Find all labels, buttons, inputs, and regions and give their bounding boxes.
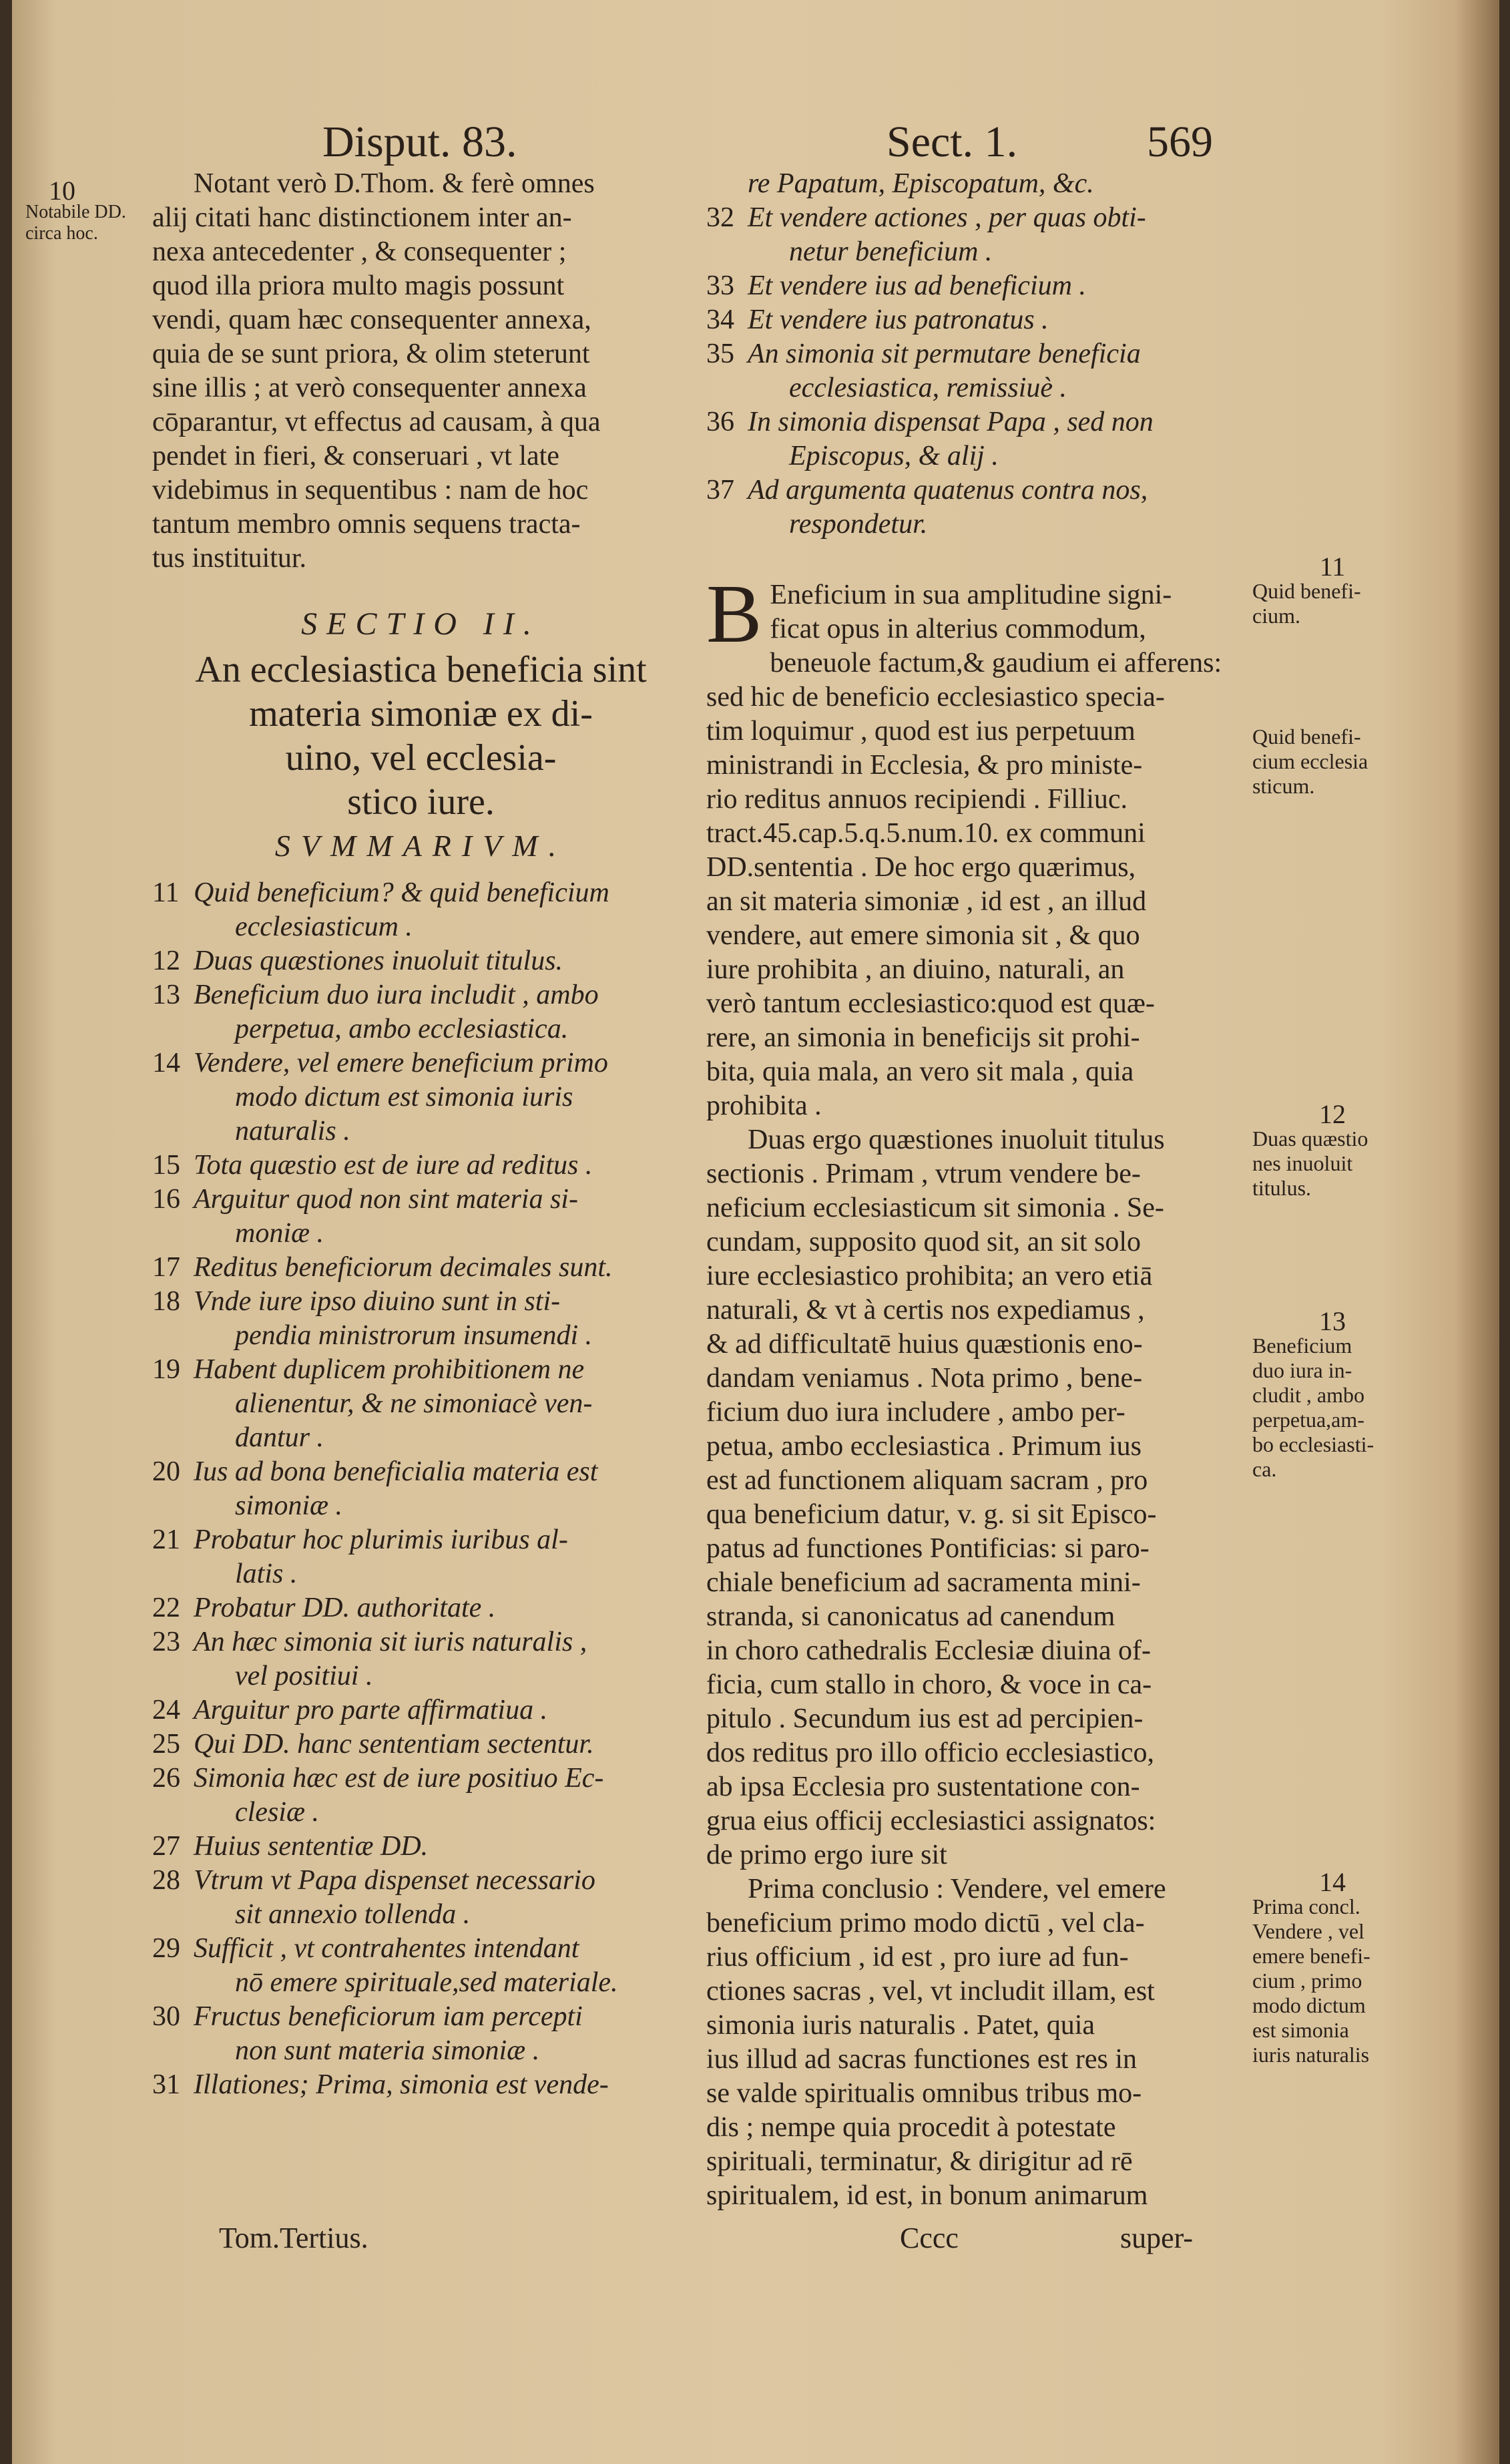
summary-number: 35 [706, 339, 734, 369]
summary-text-continued: ecclesiasticum . [235, 911, 413, 942]
section-heading: SECTIO II. [301, 606, 541, 642]
footer-catchword: super- [1120, 2222, 1194, 2254]
footer-signature: Cccc [900, 2222, 959, 2254]
summary-text: In simonia dispensat Papa , sed non [748, 407, 1154, 437]
summary-entry [152, 876, 690, 910]
summary-text-continued: non sunt materia simoniæ . [235, 2035, 540, 2066]
summary-entry [152, 1727, 690, 1762]
body-line: iure ecclesiastico prohibita; an vero etiā [706, 1261, 1153, 1291]
body-line: tim loquimur , quod est ius perpetuum [706, 716, 1136, 747]
margin-note [1252, 1306, 1413, 1482]
summary-entry [152, 1932, 690, 1966]
margin-note-line: perpetua,am- [1252, 1408, 1364, 1432]
summary-text: Illationes; Prima, simonia est vende- [194, 2069, 609, 2100]
summary-text: Arguitur quod non sint materia si- [194, 1184, 578, 1215]
margin-note-line: Prima concl. [1252, 1894, 1360, 1918]
text-line: vendi, quam hæc consequenter annexa, [152, 304, 591, 335]
margin-note-line: Quid benefi- [1252, 725, 1361, 749]
article-title-line: stico iure. [347, 781, 495, 823]
drop-cap: B [706, 568, 762, 660]
summary-entry [152, 2068, 690, 2102]
body-line: prohibita . [706, 1090, 822, 1121]
body-line: beneficium primo modo dictū , vel cla- [706, 1908, 1145, 1938]
summary-text-continued: dantur . [235, 1422, 324, 1453]
header-section: Sect. 1. [887, 118, 1018, 166]
summary-text: Probatur hoc plurimis iuribus al- [194, 1524, 568, 1555]
body-line: dandam veniamus . Nota primo , bene- [706, 1363, 1143, 1394]
summary-text: re Papatum, Episcopatum, &c. [748, 168, 1094, 199]
summary-entry [706, 201, 1240, 235]
margin-note-line: titulus. [1252, 1176, 1312, 1200]
margin-note-line: emere benefi- [1252, 1944, 1370, 1968]
summary-text: An simonia sit permutare beneficia [748, 339, 1141, 369]
text-line: tus instituitur. [152, 543, 307, 574]
summary-number: 26 [152, 1763, 180, 1794]
summary-number: 11 [152, 877, 180, 908]
body-line: ficia, cum stallo in choro, & voce in ca- [706, 1669, 1152, 1700]
summary-entry [152, 1762, 690, 1796]
body-line: an sit materia simoniæ , id est , an illud [706, 886, 1147, 917]
summary-text: An hæc simonia sit iuris naturalis , [194, 1627, 587, 1657]
body-line: spirituali, terminatur, & dirigitur ad rē [706, 2146, 1133, 2177]
margin-note-line: cium. [1252, 604, 1300, 628]
margin-note-line: est simonia [1252, 2018, 1349, 2042]
body-line: Duas ergo quæstiones inuoluit titulus [748, 1124, 1165, 1155]
summary-entry [152, 1830, 690, 1864]
article-title-line: materia simoniæ ex di- [249, 693, 593, 735]
body-text [706, 568, 1240, 2213]
summary-entry [152, 1149, 690, 1183]
summary-heading: SVMMARIVM. [274, 829, 567, 863]
margin-note-line: Duas quæstio [1252, 1126, 1368, 1151]
summary-number: 19 [152, 1354, 180, 1385]
body-line: DD.sententia . De hoc ergo quærimus, [706, 852, 1136, 883]
body-line: ius illud ad sacras functiones est res in [706, 2044, 1138, 2075]
summary-number: 23 [152, 1627, 180, 1657]
summary-text: Quid beneficium? & quid beneficium [194, 877, 609, 908]
left-note-label: Notabile DD. [25, 202, 126, 222]
margin-note-line: sticum. [1252, 774, 1315, 798]
margin-note [1252, 1099, 1413, 1201]
margin-note-line: Vendere , vel [1252, 1919, 1364, 1943]
summary-entry [152, 2000, 690, 2034]
summary-number: 29 [152, 1933, 180, 1964]
body-line: ab ipsa Ecclesia pro sustentatione con- [706, 1772, 1140, 1802]
summary-number: 20 [152, 1456, 180, 1487]
summary-text: Beneficium duo iura includit , ambo [194, 980, 599, 1010]
summary-entry [152, 1864, 690, 1898]
body-line: iure prohibita , an diuino, naturali, an [706, 954, 1125, 985]
summary-entry [152, 1046, 690, 1080]
summary-text-continued: perpetua, ambo ecclesiastica. [235, 1014, 569, 1044]
text-line: pendet in fieri, & conseruari , vt late [152, 441, 559, 471]
text-line: cōparantur, vt effectus ad causam, à qua [152, 407, 601, 437]
summary-text-continued: netur beneficium . [789, 236, 993, 267]
summary-entry [706, 337, 1240, 371]
text-line: quia de se sunt priora, & olim steterunt [152, 339, 590, 369]
margin-note-line: bo ecclesiasti- [1252, 1432, 1374, 1456]
article-title-line: An ecclesiastica beneficia sint [195, 649, 647, 690]
text-line: tantum membro omnis sequens tracta- [152, 509, 581, 540]
summary-number: 37 [706, 475, 734, 505]
body-line: verò tantum ecclesiastico:quod est quæ- [706, 988, 1155, 1019]
summary-text-continued: pendia ministrorum insumendi . [235, 1320, 593, 1351]
margin-note-line: iuris naturalis [1252, 2043, 1370, 2067]
body-line: ficat opus in alterius commodum, [770, 614, 1146, 644]
summary-entry [706, 405, 1240, 439]
summary-number: 17 [152, 1252, 180, 1283]
article-title-line: uino, vel ecclesia- [285, 737, 557, 779]
margin-note-number: 14 [1319, 1867, 1346, 1897]
body-line: pitulo . Secundum ius est ad percipien- [706, 1703, 1144, 1734]
body-line: dos reditus pro illo officio ecclesiastico, [706, 1737, 1155, 1768]
summary-entry [706, 473, 1240, 507]
body-line: Prima conclusio : Vendere, vel emere [748, 1874, 1166, 1904]
left-margin-note [25, 176, 152, 244]
summary-number: 36 [706, 407, 734, 437]
body-line: petua, ambo ecclesiastica . Primum ius [706, 1431, 1142, 1462]
summary-text-continued: moniæ . [235, 1218, 324, 1249]
summary-number: 16 [152, 1184, 180, 1215]
summary-text: Huius sententiæ DD. [194, 1831, 429, 1862]
summary-number: 14 [152, 1048, 180, 1078]
body-line: rio reditus annuos recipiendi . Filliuc. [706, 784, 1128, 815]
margin-note-line: Beneficium [1252, 1333, 1352, 1358]
body-line: ficium duo iura includere , ambo per- [706, 1397, 1125, 1428]
summary-text: Vnde iure ipso diuino sunt in sti- [194, 1286, 561, 1317]
body-line: sed hic de beneficio ecclesiastico specia- [706, 682, 1165, 712]
summary-number: 32 [706, 202, 734, 233]
margin-note-line: modo dictum [1252, 1993, 1366, 2017]
body-line: rius officium , id est , pro iure ad fun- [706, 1942, 1129, 1973]
summary-entry [152, 1353, 690, 1387]
body-line: Eneficium in sua amplitudine signi- [770, 580, 1172, 610]
summary-text-continued: nō emere spirituale,sed materiale. [235, 1967, 618, 1998]
summary-text-continued: sit annexio tollenda . [235, 1899, 471, 1930]
summary-list [152, 876, 690, 2102]
summary-entry [706, 303, 1240, 337]
summary-entry [152, 1693, 690, 1727]
body-line: in choro cathedralis Ecclesiæ diuina of- [706, 1635, 1151, 1666]
summary-text: Et vendere ius patronatus . [748, 304, 1049, 335]
summary-text: Simonia hæc est de iure positiuo Ec- [194, 1763, 604, 1794]
body-line: patus ad functiones Pontificias: si paro- [706, 1533, 1150, 1564]
left-note-number: 10 [49, 176, 75, 206]
body-line: de primo ergo iure sit [706, 1840, 947, 1870]
summary-number: 28 [152, 1865, 180, 1896]
summary-number: 12 [152, 946, 180, 976]
summary-number: 31 [152, 2069, 180, 2100]
body-line: vendere, aut emere simonia sit , & quo [706, 920, 1140, 951]
page-number: 569 [1147, 118, 1213, 166]
margin-note-line: ca. [1252, 1457, 1277, 1481]
right-column [706, 167, 1240, 2213]
margin-note-line: Quid benefi- [1252, 579, 1361, 603]
summary-text: Vendere, vel emere beneficium primo [194, 1048, 608, 1078]
summary-entry [152, 978, 690, 1012]
body-line: cundam, supposito quod sit, an sit solo [706, 1227, 1141, 1257]
body-line: beneuole factum,& gaudium ei afferens: [770, 648, 1222, 678]
text-line: nexa antecedenter , & consequenter ; [152, 236, 567, 267]
summary-text: Qui DD. hanc sententiam sectentur. [194, 1729, 594, 1760]
summary-text: Ius ad bona beneficialia materia est [194, 1456, 598, 1487]
margin-note-line: cludit , ambo [1252, 1383, 1364, 1407]
body-line: simonia iuris naturalis . Patet, quia [706, 2010, 1095, 2041]
summary-text-continued: alienentur, & ne simoniacè ven- [235, 1388, 593, 1419]
body-line: ministrandi in Ecclesia, & pro ministe- [706, 750, 1143, 781]
summary-text-continued: vel positiui . [235, 1661, 373, 1691]
summary-number: 33 [706, 270, 734, 301]
summary-number: 34 [706, 304, 734, 335]
summary-list-continued [706, 167, 1240, 542]
text-line: quod illa priora multo magis possunt [152, 270, 565, 301]
body-line: ctiones sacras , vel, vt includit illam, est [706, 1976, 1155, 2007]
summary-entry [152, 1183, 690, 1217]
body-line: rere, an simonia in beneficijs sit prohi- [706, 1022, 1140, 1053]
summary-number: 25 [152, 1729, 180, 1760]
text-line: Notant verò D.Thom. & ferè omnes [194, 168, 595, 199]
left-column [152, 167, 690, 2102]
summary-text-continued: Episcopus, & alij . [789, 441, 999, 471]
summary-text: Et vendere actiones , per quas obti- [748, 202, 1146, 233]
body-line: dis ; nempe quia procedit à potestate [706, 2112, 1116, 2143]
margin-note [1252, 1867, 1413, 2067]
margin-note-number: 12 [1319, 1099, 1346, 1129]
footer-volume: Tom.Tertius. [219, 2222, 368, 2254]
paragraph-continuation [152, 167, 690, 576]
summary-number: 24 [152, 1695, 180, 1725]
summary-entry [706, 167, 1240, 201]
summary-text-continued: clesiæ . [235, 1797, 319, 1828]
summary-number: 30 [152, 2001, 180, 2032]
summary-entry [152, 1523, 690, 1557]
body-line: naturali, & vt à certis nos expediamus , [706, 1295, 1145, 1325]
margin-note-line: cium ecclesia [1252, 749, 1368, 773]
summary-number: 22 [152, 1593, 180, 1623]
summary-text: Fructus beneficiorum iam percepti [194, 2001, 583, 2032]
summary-text-continued: respondetur. [789, 509, 928, 540]
body-line: se valde spiritualis omnibus tribus mo- [706, 2078, 1142, 2109]
body-line: grua eius officij ecclesiastici assignatos: [706, 1806, 1156, 1836]
summary-number: 21 [152, 1524, 180, 1555]
body-line: tract.45.cap.5.q.5.num.10. ex communi [706, 818, 1146, 849]
margin-note [1252, 725, 1413, 799]
body-line: chiale beneficium ad sacramenta mini- [706, 1567, 1141, 1598]
summary-text: Ad argumenta quatenus contra nos, [748, 475, 1148, 505]
summary-number: 13 [152, 980, 180, 1010]
body-line: sectionis . Primam , vtrum vendere be- [706, 1159, 1141, 1189]
body-line: spiritualem, id est, in bonum animarum [706, 2180, 1148, 2211]
margin-note-line: duo iura in- [1252, 1358, 1352, 1382]
margin-note [1252, 554, 1413, 628]
body-line: bita, quia mala, an vero sit mala , quia [706, 1056, 1134, 1087]
text-line: alij citati hanc distinctionem inter an- [152, 202, 572, 233]
summary-text-continued: ecclesiastica, remissiuè . [789, 373, 1067, 403]
summary-text: Habent duplicem prohibitionem ne [194, 1354, 585, 1385]
summary-text: Arguitur pro parte affirmatiua . [194, 1695, 548, 1725]
summary-text: Et vendere ius ad beneficium . [748, 270, 1086, 301]
margin-note-number: 11 [1319, 552, 1346, 582]
margin-note-line: nes inuoluit [1252, 1151, 1353, 1175]
summary-text: Sufficit , vt contrahentes intendant [194, 1933, 579, 1964]
text-line: videbimus in sequentibus : nam de hoc [152, 475, 589, 505]
body-line: qua beneficium datur, v. g. si sit Episco- [706, 1499, 1157, 1530]
header-disputation: Disput. 83. [322, 118, 517, 166]
summary-text: Probatur DD. authoritate . [194, 1593, 496, 1623]
summary-entry [706, 269, 1240, 303]
body-line: & ad difficultatē huius quæstionis eno- [706, 1329, 1143, 1360]
left-note-label: circa hoc. [25, 223, 98, 244]
body-line: est ad functionem aliquam sacram , pro [706, 1465, 1148, 1496]
summary-text: Duas quæstiones inuoluit titulus. [194, 946, 563, 976]
summary-entry [152, 944, 690, 978]
summary-number: 15 [152, 1150, 180, 1181]
summary-text: Vtrum vt Papa dispenset necessario [194, 1865, 595, 1896]
body-line: neficium ecclesiasticum sit simonia . Se- [706, 1193, 1164, 1223]
book-page [12, 0, 1499, 2464]
summary-entry [152, 1251, 690, 1285]
summary-text: Tota quæstio est de iure ad reditus . [194, 1150, 593, 1181]
summary-text-continued: modo dictum est simonia iuris [235, 1082, 573, 1112]
summary-entry [152, 1625, 690, 1659]
summary-entry [152, 1455, 690, 1489]
summary-text: Reditus beneficiorum decimales sunt. [194, 1252, 613, 1283]
summary-number: 18 [152, 1286, 180, 1317]
margin-note-line: cium , primo [1252, 1969, 1362, 1993]
text-line: sine illis ; at verò consequenter annexa [152, 373, 587, 403]
summary-entry [152, 1285, 690, 1319]
summary-text-continued: simoniæ . [235, 1490, 343, 1521]
margin-note-number: 13 [1319, 1306, 1346, 1336]
article-title [152, 648, 690, 824]
body-line: stranda, si canonicatus ad canendum [706, 1601, 1115, 1632]
summary-number: 27 [152, 1831, 180, 1862]
summary-text-continued: naturalis . [235, 1116, 350, 1147]
summary-entry [152, 1591, 690, 1625]
summary-text-continued: latis . [235, 1559, 298, 1589]
